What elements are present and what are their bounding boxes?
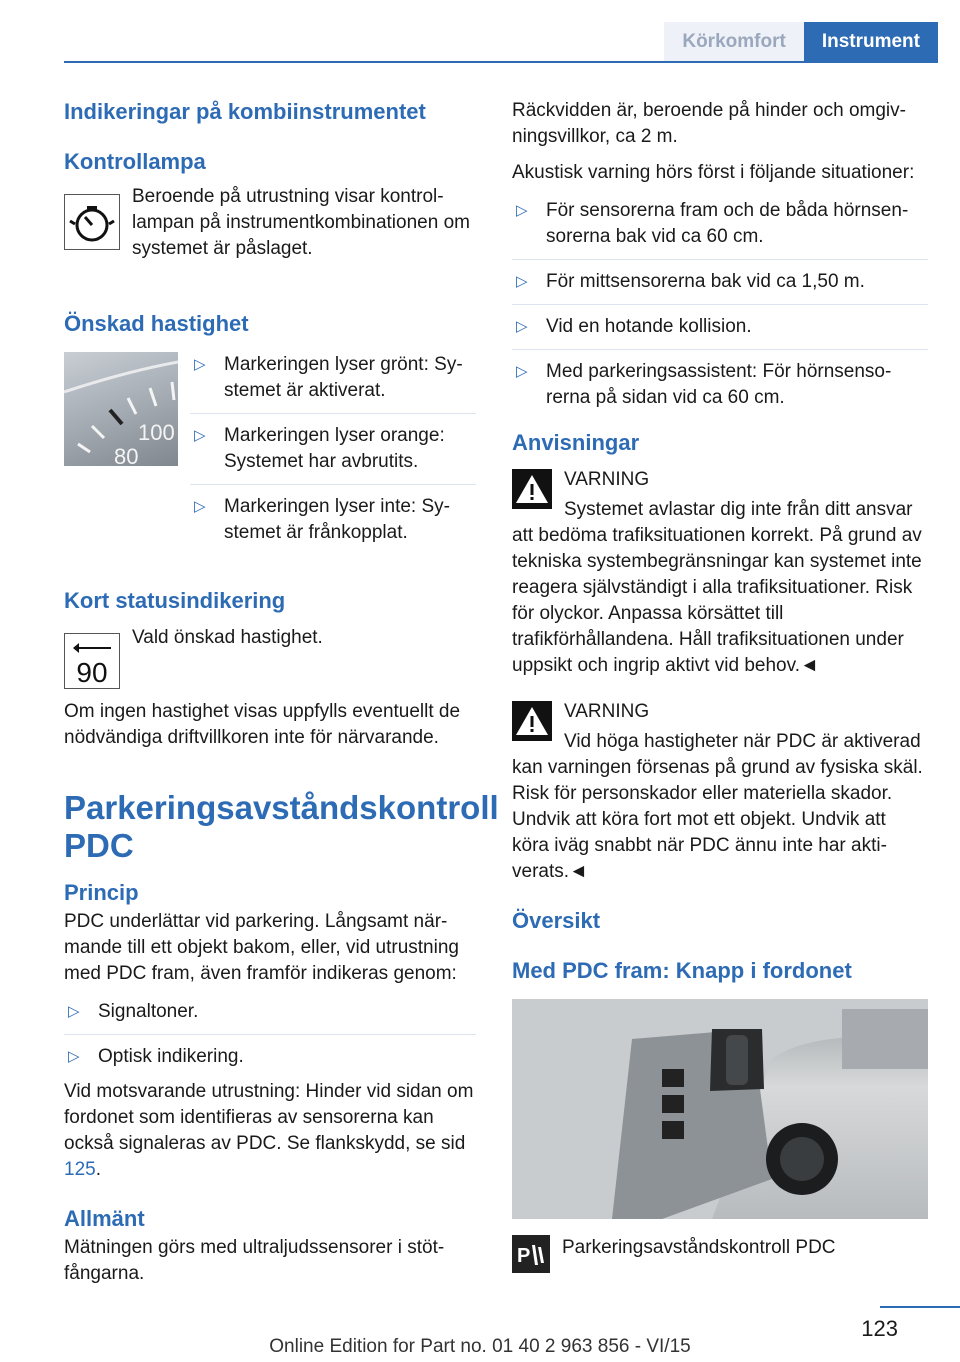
list-item: ▷ Optisk indikering. xyxy=(64,1044,476,1070)
list-item: ▷ Signaltoner. xyxy=(64,999,476,1025)
pdc-button-icon[interactable] xyxy=(512,1235,550,1273)
overview-heading: Översikt xyxy=(512,908,601,933)
pdc-title-line1: Parkeringsavståndskontroll xyxy=(64,789,499,826)
principle-text-2: Vid motsvarande utrustning: Hinder vid sidan om fordonet som identifieras av sensorerna kan också signaleras av PDC. Se flankskydd, se sid 125. xyxy=(64,1081,474,1180)
pdc-title-line2: PDC xyxy=(64,827,134,864)
control-lamp-text: Beroende på utrustning visar kontrollampan på instrumentkombinationen om systemet är påslaget. xyxy=(132,186,470,259)
speed-90-icon xyxy=(64,633,120,689)
warning-block-1 xyxy=(512,467,928,679)
warning-title: VARNING xyxy=(564,701,650,722)
svg-text:P: P xyxy=(517,1245,531,1267)
section-title: Indikeringar på kombiinstrumentet xyxy=(64,99,426,124)
general-text: Mätningen görs med ultraljudssensorer i stötfångarna. xyxy=(64,1237,445,1284)
short-status-row xyxy=(64,625,476,689)
range-text: Räckvidden är, beroende på hinder och omgivningsvillkor, ca 2 m. xyxy=(512,100,906,147)
pdc-button-label: Parkeringsavståndskontroll PDC xyxy=(562,1237,836,1258)
short-status-heading: Kort statusindikering xyxy=(64,588,286,613)
speed-90-number: 90 xyxy=(76,657,108,688)
control-lamp-row xyxy=(64,184,476,272)
right-column xyxy=(512,98,928,1273)
list-item: ▷ Med parkeringsassistent: För hörnsensorerna på sidan vid ca 60 cm. xyxy=(512,359,928,411)
principle-text: PDC underlättar vid parkering. Långsamt närmande till ett objekt bakom, eller, vid utrustning med PDC fram, även framför indikeras genom: xyxy=(64,911,459,984)
page-number: 123 xyxy=(861,1316,898,1341)
list-item: ▷ Markeringen lyser grönt: Systemet är aktiverat. xyxy=(190,352,476,404)
warning-icon xyxy=(512,469,552,509)
list-item: ▷ Markeringen lyser inte: Systemet är frånkopplat. xyxy=(190,494,476,546)
no-speed-note: Om ingen hastighet visas uppfylls eventuellt de nödvändiga driftvillkoren inte för närvarande. xyxy=(64,701,461,748)
list-item: ▷ För mittsensorerna bak vid ca 1,50 m. xyxy=(512,269,928,295)
center-console-image xyxy=(512,999,928,1219)
footer-rule xyxy=(880,1306,960,1308)
speedometer-dial-image xyxy=(64,352,178,466)
acoustic-list xyxy=(512,198,928,411)
acoustic-text: Akustisk varning hörs först i följande situationer: xyxy=(512,162,915,183)
dial-label-80: 80 xyxy=(114,444,139,466)
warning-block-2 xyxy=(512,699,928,885)
left-column xyxy=(64,98,499,1297)
principle-list xyxy=(64,999,476,1070)
tab-instrument[interactable]: Instrument xyxy=(804,22,938,62)
warning-title: VARNING xyxy=(564,469,650,490)
desired-speed-heading: Önskad hastighet xyxy=(64,311,249,336)
list-item: ▷ Vid en hotande kollision. xyxy=(512,314,928,340)
desired-speed-row xyxy=(64,352,476,555)
list-item: ▷ För sensorerna fram och de båda hörnsensorerna bak vid ca 60 cm. xyxy=(512,198,928,250)
short-status-text: Vald önskad hastighet. xyxy=(132,627,323,648)
principle-heading: Princip xyxy=(64,880,139,905)
notes-heading: Anvisningar xyxy=(512,430,640,455)
tab-korkomfort[interactable]: Körkomfort xyxy=(664,22,803,62)
dial-label-100: 100 xyxy=(138,420,175,445)
header-rule xyxy=(64,61,938,63)
desired-speed-list xyxy=(190,352,476,546)
pdc-button-row xyxy=(512,1235,928,1273)
edition-text: Online Edition for Part no. 01 40 2 963 856 - VI/15 xyxy=(269,1336,691,1357)
speedometer-icon xyxy=(64,194,120,250)
warning-icon xyxy=(512,701,552,741)
warning-text: Vid höga hastigheter när PDC är aktiverad kan varningen försenas på grund av fysiska skäl. Risk för personskador eller materiella skador. Undvik att köra fort mot ett objekt. Undvik att köra iväg snabbt när PDC ännu inte har aktiverats.◄ xyxy=(512,731,923,882)
chapter-tabs xyxy=(664,22,938,62)
list-item: ▷ Markeringen lyser orange: Systemet har avbrutits. xyxy=(190,423,476,475)
control-lamp-heading: Kontrollampa xyxy=(64,149,206,174)
page-link-125[interactable]: 125 xyxy=(64,1159,96,1180)
general-heading: Allmänt xyxy=(64,1206,145,1231)
warning-text: Systemet avlastar dig inte från ditt ansvar att bedöma trafiksituationen korrekt. På grund av tekniska systembegränsningar kan systemet inte reagera självständigt i alla trafiksituationer. Risk för olyckor. Anpassa körsättet till trafikförhållandena. Håll trafiksituationen under uppsikt och ingrip aktivt vid behov.◄ xyxy=(512,499,922,676)
front-pdc-heading: Med PDC fram: Knapp i fordonet xyxy=(512,958,852,983)
